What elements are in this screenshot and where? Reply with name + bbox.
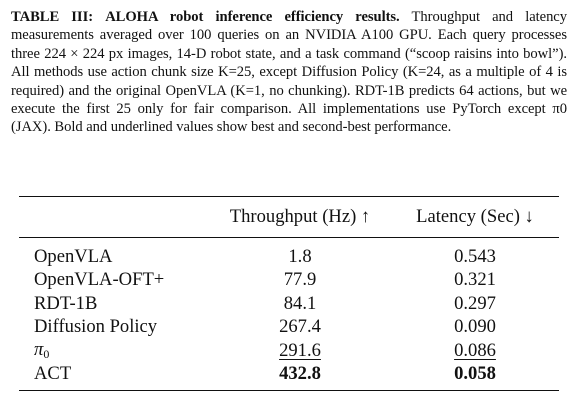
header-throughput: Throughput (Hz) ↑ bbox=[229, 206, 371, 227]
latency-cell: 0.090 bbox=[454, 316, 496, 338]
table-row bbox=[19, 339, 559, 363]
method-cell bbox=[19, 339, 209, 363]
table-caption bbox=[11, 8, 567, 137]
pi-subscript: 0 bbox=[43, 347, 50, 362]
method-cell: Diffusion Policy bbox=[34, 316, 158, 338]
table-row bbox=[19, 238, 559, 269]
throughput-cell: 432.8 bbox=[279, 363, 321, 385]
throughput-cell bbox=[209, 339, 391, 363]
method-cell: OpenVLA bbox=[34, 245, 113, 267]
header-row bbox=[19, 197, 559, 237]
latency-cell bbox=[391, 339, 559, 363]
pi-symbol: π bbox=[34, 339, 44, 361]
throughput-cell: 1.8 bbox=[288, 245, 312, 267]
method-cell: RDT-1B bbox=[34, 292, 98, 314]
header-latency: Latency (Sec) ↓ bbox=[416, 206, 534, 227]
second-best-value: 291.6 bbox=[279, 339, 321, 361]
latency-cell: 0.321 bbox=[454, 269, 496, 291]
method-cell: OpenVLA-OFT+ bbox=[34, 269, 165, 291]
latency-cell: 0.543 bbox=[454, 245, 496, 267]
caption-body: Throughput and latency measurements averaged over 100 queries on an NVIDIA A100 GPU. Each query processes three 224 × 224 px images, 14-D robot state, and a task command (“scoop raisins into bowl”). All methods use action chunk size K=25, except Diffusion Policy (K=24, as a multiple of 4 is required) and the original OpenVLA (K=1, no chunking). RDT-1B predicts 64 actions, but we execute the first 25 only for fair comparison. All implementations use PyTorch except π0 (JAX). Bold and underlined values show best and second-best performance. bbox=[11, 9, 567, 136]
caption-title: ALOHA robot inference efficiency results. bbox=[105, 9, 400, 25]
table-row bbox=[19, 363, 559, 391]
method-cell: ACT bbox=[34, 363, 72, 385]
second-best-value: 0.086 bbox=[454, 339, 496, 361]
throughput-cell: 267.4 bbox=[279, 316, 321, 338]
throughput-cell: 84.1 bbox=[283, 292, 317, 314]
table-row bbox=[19, 269, 559, 293]
throughput-cell: 77.9 bbox=[283, 269, 317, 291]
header-method bbox=[19, 197, 209, 237]
results-table bbox=[19, 196, 559, 391]
table-row bbox=[19, 292, 559, 316]
table-row bbox=[19, 316, 559, 340]
bottom-rule bbox=[19, 390, 559, 391]
latency-cell: 0.058 bbox=[454, 363, 496, 385]
latency-cell: 0.297 bbox=[454, 292, 496, 314]
caption-label: TABLE III: bbox=[11, 9, 94, 25]
